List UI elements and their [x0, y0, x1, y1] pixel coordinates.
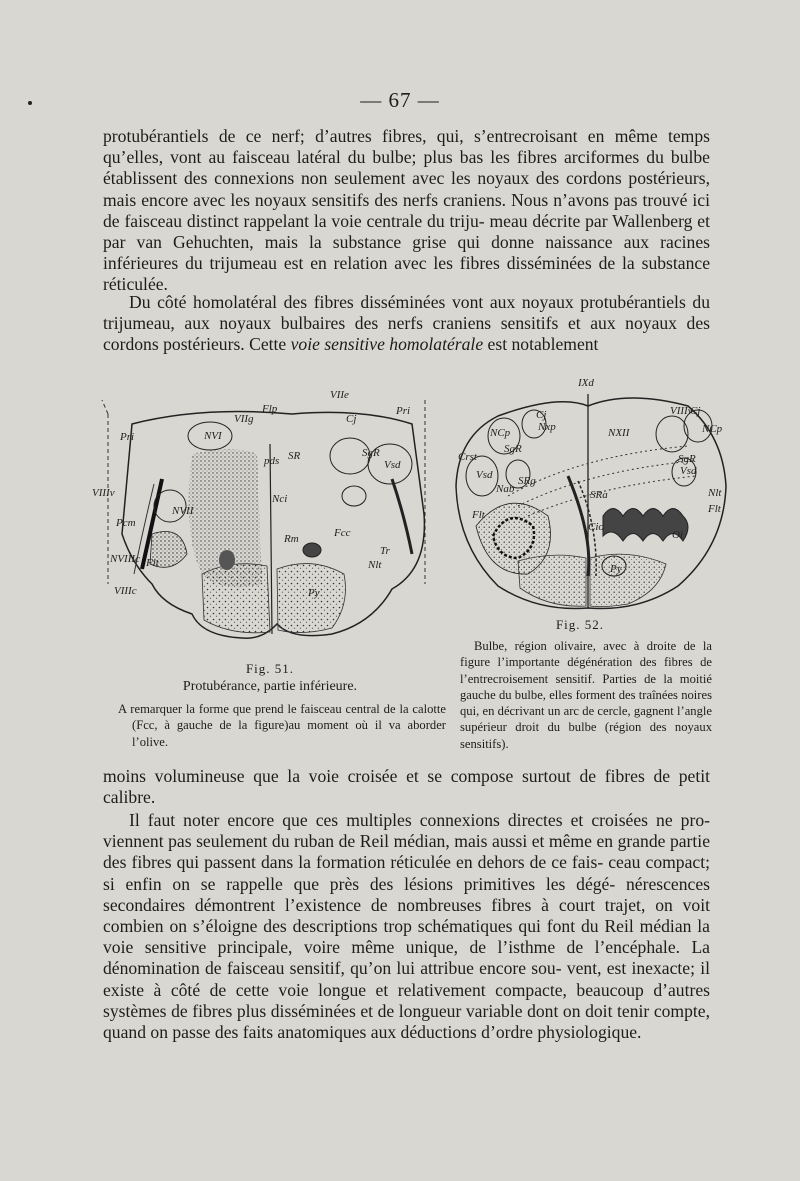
fig51-label-sr: SR	[288, 450, 301, 462]
fig52-label-nlt: Nlt	[708, 487, 722, 499]
fig52-label-cj-left: Cj	[536, 409, 547, 421]
fig52-label-nxii: NXII	[608, 427, 630, 439]
figure-52-caption: Bulbe, région olivaire, avec à droite de la figure l’importante dégénération des fibres de l’entrecroisement sensitif. Parties de la moitié gauche du bulbe, elles forment des traînées noires qui, en décrivant un arc de cercle, gagnent l’angle supérieur droit du bulbe (région des noyaux sensitifs).	[460, 639, 712, 751]
paragraph-2-start: Du côté homolatéral des fibres disséminées vont aux noyaux protubérantiels du trijumeau, aux noyaux bulbaires des nerfs craniens sensitifs et aux noyaux des cordons postérieurs. Cette	[103, 292, 710, 355]
fig51-label-pri-right: Pri	[396, 405, 411, 417]
fig52-label-vsd-right: Vsd	[680, 465, 697, 477]
fig51-label-tr: Tr	[380, 545, 390, 557]
fig51-label-pcm: Pcm	[116, 517, 136, 529]
fig51-label-flt: Flt	[146, 557, 159, 569]
fig52-label-sra: SRa	[590, 489, 608, 501]
paragraph-1: protubérantiels de ce nerf; d’autres fibres, qui, s’entrecroisant en même temps qu’elles, vont au faisceau latéral du bulbe; plus bas les fibres arciformes du bulbe établissent des connexions non seulement avec les noyaux des cordons postérieurs, mais encore avec les noyaux sensitifs des nerfs craniens. Nous n’avons pas trouvé ici de faisceau distinct rappelant la voie centrale du triju- meau décrite par Wallenberg et par van Gehuchten, mais la substance grise qui donne naissance aux racines inférieures du trijumeau est en relation avec les fibres disséminées de la substance réticulée.	[103, 126, 710, 295]
fig52-label-nxp: Nxp	[538, 421, 556, 433]
fig52-label-nab: Nab	[496, 483, 515, 495]
fig51-label-nviii: NVIIIc	[110, 553, 140, 565]
figure-52-title: Fig. 52.	[555, 617, 605, 632]
paragraph-3: moins volumineuse que la voie croisée et se compose surtout de fibres de petit calibre.	[103, 766, 710, 808]
paragraph-4: Il faut noter encore que ces multiples connexions directes et croisées ne pro- viennent pas seulement du ruban de Reil médian, mais aussi et même en grande partie des fibres qui passent dans la formation réticulée en dehors de ce fais- ceau compact; si enfin on se rappelle que près des lésions primitives les dégé- nérescences secondaires démontrent l’existence de nombreuses fibres à court trajet, on voit combien on s’éloigne des descriptions trop schématiques qui font du Reil médian la voie sensitive principale, voire même unique, de l’isthme de l’encéphale. La dénomination de faisceau sensitif, qu’on lui attribue encore sou- vent, est inexacte; il existe à côté de cette voie longue et relativement compacte, beaucoup d’autres systèmes de fibres plus disséminées et de longueur variable dont on doit tenir compte, quand on passe des faits anatomiques aux déductions d’ordre physiologique.	[103, 810, 710, 1043]
fig51-label-viiiv: VIIIv	[92, 487, 115, 499]
page-number: — 67 —	[360, 88, 440, 112]
fig51-label-pri-left: Pri	[120, 431, 135, 443]
fig51-label-nvii: NVII	[172, 505, 194, 517]
fig52-label-crst: Crst	[458, 451, 477, 463]
figure-52-illustration	[438, 376, 730, 612]
fig52-label-sgr-right: SgR	[678, 453, 696, 465]
fig52-label-srg: SRg	[518, 475, 536, 487]
fig51-label-vi: NVI	[204, 430, 222, 442]
fig52-label-flt-left: Flt	[472, 509, 485, 521]
fig52-label-ixd: IXd	[578, 377, 594, 389]
fig52-label-oi: Oi	[672, 529, 683, 541]
paragraph-2-end: est notablement	[483, 334, 599, 355]
figure-51-subtitle: Protubérance, partie inférieure.	[182, 679, 358, 694]
fig52-label-cio: Cio	[588, 521, 604, 533]
fig51-label-viiic: VIIIc	[114, 585, 137, 597]
fig51-label-rm: Rm	[284, 533, 299, 545]
paragraph-2-italic: voie sensitive homolatérale	[290, 334, 484, 355]
figure-51-illustration	[92, 384, 432, 640]
figure-51-title: Fig. 51.	[245, 661, 295, 676]
fig52-label-ncp-right: NCp	[702, 423, 723, 435]
fig52-label-ncp-left: NCp	[490, 427, 511, 439]
fig52-label-viiiv: VIIIv	[670, 405, 693, 417]
fig51-label-cj: Cj	[346, 413, 357, 425]
figure-51-caption: A remarquer la forme que prend le faisceau central de la calotte (Fcc, à gauche de la figure)au moment où il va aborder l’olive.	[118, 702, 446, 749]
fig51-label-flp: Flp	[262, 403, 278, 415]
fig51-label-py: Py	[308, 587, 320, 599]
fig51-label-viig: VIIg	[234, 413, 254, 425]
fig51-label-fcc: Fcc	[334, 527, 351, 539]
fig51-label-vsd: Vsd	[384, 459, 401, 471]
fig52-label-vsd-left: Vsd	[476, 469, 493, 481]
fig51-label-pds: pds	[264, 455, 280, 467]
fig52-label-flt-right: Flt	[708, 503, 721, 515]
fig52-label-sgr-left: SgR	[504, 443, 522, 455]
fig51-label-nlt: Nlt	[368, 559, 382, 571]
paragraph-2	[103, 292, 710, 356]
fig52-label-cj-right: Cj	[690, 405, 701, 417]
fig51-label-nci: Nci	[272, 493, 288, 505]
fig51-label-vii-top: VIIe	[330, 389, 349, 401]
fig51-label-sgr: SgR	[362, 447, 380, 459]
fig52-label-py: Py	[610, 563, 622, 575]
